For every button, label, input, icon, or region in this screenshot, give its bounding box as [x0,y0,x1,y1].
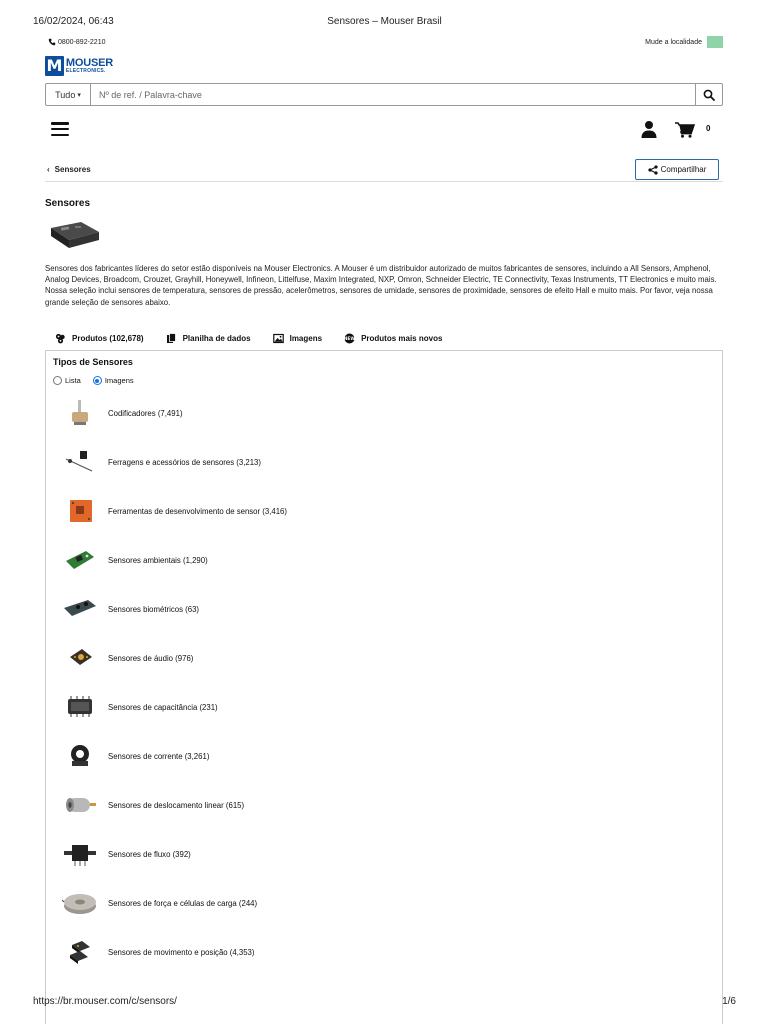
capacitance-sensor-image [60,691,100,723]
view-list-label: Lista [65,376,81,385]
nav-row [45,120,723,140]
encoder-image [60,397,100,429]
logo-mark: M [46,56,63,75]
logo-text [66,58,113,74]
category-label: Sensores de capacitância (231) [108,702,218,712]
logo-line1: MOUSER [65,57,113,69]
category-label: Codificadores (7,491) [108,408,183,418]
phone-icon [48,38,56,46]
print-datetime: 16/02/2024, 06:43 [33,16,114,27]
chevron-down-icon: ▾ [77,91,81,99]
share-label: Compartilhar [660,165,707,174]
breadcrumb-row [45,158,723,182]
category-label: Sensores de fluxo (392) [108,849,191,859]
search-icon [703,89,715,101]
category-item[interactable] [60,838,191,870]
cart-icon[interactable] [675,122,695,138]
tab-label: Produtos mais novos [361,333,443,343]
print-url: https://br.mouser.com/c/sensors/ [33,996,177,1007]
radio-selected-icon [93,376,102,385]
phone-link[interactable] [48,38,106,46]
category-label: Sensores de deslocamento linear (615) [108,800,245,810]
category-label: Sensores de força e células de carga (244) [108,898,258,908]
load-cell-image [60,887,100,919]
chevron-left-icon: ‹ [47,165,50,174]
category-item[interactable] [60,642,193,674]
page [45,34,723,957]
locale-label: Mude a localidade [645,38,702,46]
category-label: Sensores de áudio (976) [108,653,194,663]
category-item[interactable] [60,887,257,919]
view-list-radio[interactable] [53,376,81,385]
account-icon[interactable] [641,120,657,138]
search-scope-select[interactable] [46,84,91,105]
tab-datasheet[interactable] [166,330,251,346]
environmental-sensor-image [60,544,100,576]
category-item[interactable] [60,544,208,576]
svg-text:NEW: NEW [344,336,356,342]
top-bar [45,34,723,50]
category-item[interactable] [60,936,255,968]
category-item[interactable] [60,789,244,821]
category-label: Sensores de movimento e posição (4,353) [108,947,255,957]
tab-label: Planilha de dados [182,333,251,343]
category-label: Sensores biométricos (63) [108,604,200,614]
mouser-logo[interactable] [45,56,113,76]
audio-sensor-image [60,642,100,674]
category-item[interactable] [60,593,199,625]
category-label: Sensores de corrente (3,261) [108,751,210,761]
images-icon [273,333,284,344]
biometric-sensor-image [60,593,100,625]
content-tabs [45,330,723,346]
category-label: Sensores ambientais (1,290) [108,555,208,565]
print-header [33,16,736,30]
logo-line2: ELECTRONICS. [65,68,106,74]
view-images-label: Imagens [104,376,134,385]
view-images-radio[interactable] [93,376,134,385]
share-icon [648,165,658,175]
dev-tools-image [60,495,100,527]
menu-icon[interactable] [51,122,69,136]
locale-switcher[interactable] [645,36,723,48]
cart-count: 0 [706,124,711,133]
search-input[interactable]: Nº de ref. / Palavra-chave [99,89,202,100]
datasheet-icon [166,333,177,344]
print-title: Sensores – Mouser Brasil [327,16,442,27]
flow-sensor-image [60,838,100,870]
motion-sensor-image [60,936,100,968]
tab-images[interactable] [273,330,322,346]
search-button[interactable] [695,84,722,105]
category-label: Ferramentas de desenvolvimento de sensor (3,416) [108,506,287,516]
phone-number: 0800-892-2210 [58,38,106,46]
category-item[interactable] [60,691,218,723]
search-bar [45,83,723,106]
category-item[interactable] [60,495,287,527]
sensor-hardware-image [60,446,100,478]
categories-title: Tipos de Sensores [53,357,133,367]
linear-displacement-sensor-image [60,789,100,821]
sensor-hero-image [47,220,101,250]
print-footer [33,996,736,1010]
category-item[interactable] [60,397,183,429]
tab-label: Imagens [289,333,323,343]
tab-label: Produtos (102,678) [72,333,144,343]
products-icon [55,333,66,344]
search-scope-value: Tudo [55,89,76,100]
newest-icon [344,333,355,344]
category-item[interactable] [60,446,261,478]
category-item[interactable] [60,740,209,772]
radio-icon [53,376,62,385]
breadcrumb-label: Sensores [54,165,91,174]
view-toggle [53,376,134,385]
page-description: Sensores dos fabricantes líderes do setor estão disponíveis na Mouser Electronics. A Mouser é um distribuidor autorizado de muitos fabricantes de sensores, incluindo a All Sensors, Amphenol, Analog Devices, Broadcom, Crouzet, Grayhill, Honeywell, Infineon, Littelfuse, Maxim Integrated, NXP, Omron, Schneider Electric, TE Connectivity, Texas Instruments, TT Electronics e muito mais. Nossa seleção inclui sensores de temperatura, sensores de pressão, acelerômetros, sensores de umidade, sensores de proximidade, sensores de efeito Hall e muito mais. Por favor, veja nossa grande seleção de sensores abaixo. [45,264,717,307]
breadcrumb[interactable] [47,165,91,174]
flag-icon [707,36,723,48]
current-sensor-image [60,740,100,772]
category-label: Ferragens e acessórios de sensores (3,213) [108,457,261,467]
tab-newest[interactable] [344,330,442,346]
categories-panel [45,350,723,1024]
page-title: Sensores [45,198,91,209]
print-page-number: 1/6 [722,996,736,1007]
tab-products[interactable] [55,330,144,346]
share-button[interactable] [635,159,719,180]
